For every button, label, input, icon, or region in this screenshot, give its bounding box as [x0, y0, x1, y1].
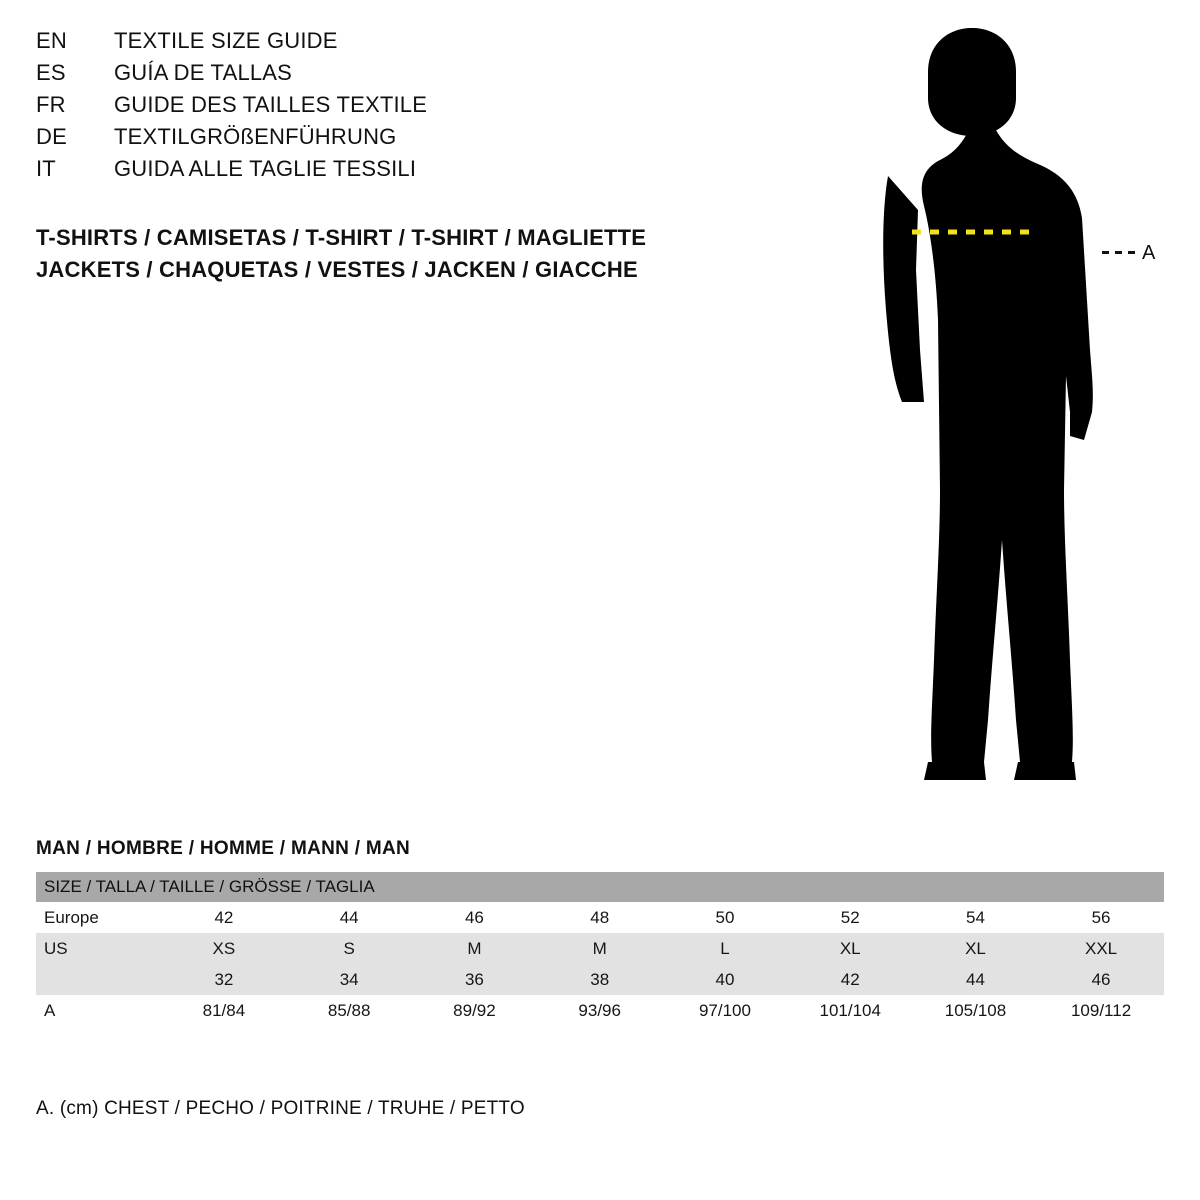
language-header-block: [36, 28, 736, 188]
language-code: IT: [36, 156, 56, 181]
cell: 89/92: [412, 995, 537, 1026]
cell: 38: [537, 964, 662, 995]
cell: L: [662, 933, 787, 964]
language-code: FR: [36, 92, 66, 117]
cell: XS: [161, 933, 286, 964]
body-figure: [820, 20, 1180, 790]
cell: 44: [287, 902, 412, 933]
language-code: DE: [36, 124, 67, 149]
cell: 54: [913, 902, 1038, 933]
cell: 44: [913, 964, 1038, 995]
footnote: A. (cm) CHEST / PECHO / POITRINE / TRUHE / PETTO: [36, 1098, 525, 1119]
language-row: [36, 156, 736, 188]
cell: 46: [412, 902, 537, 933]
language-title: GUIDA ALLE TAGLIE TESSILI: [114, 156, 417, 181]
cell: XXL: [1038, 933, 1164, 964]
cell: 97/100: [662, 995, 787, 1026]
language-row: [36, 28, 736, 60]
category-line-jackets: JACKETS / CHAQUETAS / VESTES / JACKEN / GIACCHE: [36, 257, 638, 282]
category-line-tshirts: T-SHIRTS / CAMISETAS / T-SHIRT / T-SHIRT / MAGLIETTE: [36, 225, 647, 250]
language-code: ES: [36, 60, 66, 85]
language-title: TEXTILGRÖßENFÜHRUNG: [114, 124, 397, 149]
measure-leader-line: [1102, 251, 1136, 254]
table-row: [36, 995, 1164, 1026]
language-row: [36, 92, 736, 124]
language-title: GUÍA DE TALLAS: [114, 60, 293, 85]
cell: 109/112: [1038, 995, 1164, 1026]
cell: 46: [1038, 964, 1164, 995]
cell: 105/108: [913, 995, 1038, 1026]
language-row: [36, 124, 736, 156]
cell: M: [412, 933, 537, 964]
cell: XL: [788, 933, 913, 964]
measure-label-a: A: [1142, 242, 1156, 264]
cell: 34: [287, 964, 412, 995]
cell: 36: [412, 964, 537, 995]
row-label: US: [36, 933, 161, 964]
cell: 32: [161, 964, 286, 995]
row-label: Europe: [36, 902, 161, 933]
cell: 85/88: [287, 995, 412, 1026]
cell: 48: [537, 902, 662, 933]
cell: 42: [161, 902, 286, 933]
male-silhouette-icon: [820, 20, 1180, 790]
cell: 50: [662, 902, 787, 933]
size-table-section: [36, 838, 1164, 1026]
cell: 101/104: [788, 995, 913, 1026]
language-code: EN: [36, 28, 67, 53]
cell: 42: [788, 964, 913, 995]
cell: 52: [788, 902, 913, 933]
cell: 40: [662, 964, 787, 995]
cell: 93/96: [537, 995, 662, 1026]
language-title: TEXTILE SIZE GUIDE: [114, 28, 338, 53]
row-label: A: [36, 995, 161, 1026]
language-title: GUIDE DES TAILLES TEXTILE: [114, 92, 428, 117]
table-group-title: MAN / HOMBRE / HOMME / MANN / MAN: [36, 838, 411, 859]
table-row: [36, 964, 1164, 995]
cell: M: [537, 933, 662, 964]
cell: XL: [913, 933, 1038, 964]
row-label: [36, 964, 161, 995]
size-table: [36, 872, 1164, 1026]
table-header-label: SIZE / TALLA / TAILLE / GRÖSSE / TAGLIA: [36, 872, 1164, 902]
cell: 81/84: [161, 995, 286, 1026]
language-row: [36, 60, 736, 92]
table-row: [36, 902, 1164, 933]
cell: 56: [1038, 902, 1164, 933]
table-row: [36, 933, 1164, 964]
category-block: [36, 222, 796, 286]
table-header-row: [36, 872, 1164, 902]
cell: S: [287, 933, 412, 964]
